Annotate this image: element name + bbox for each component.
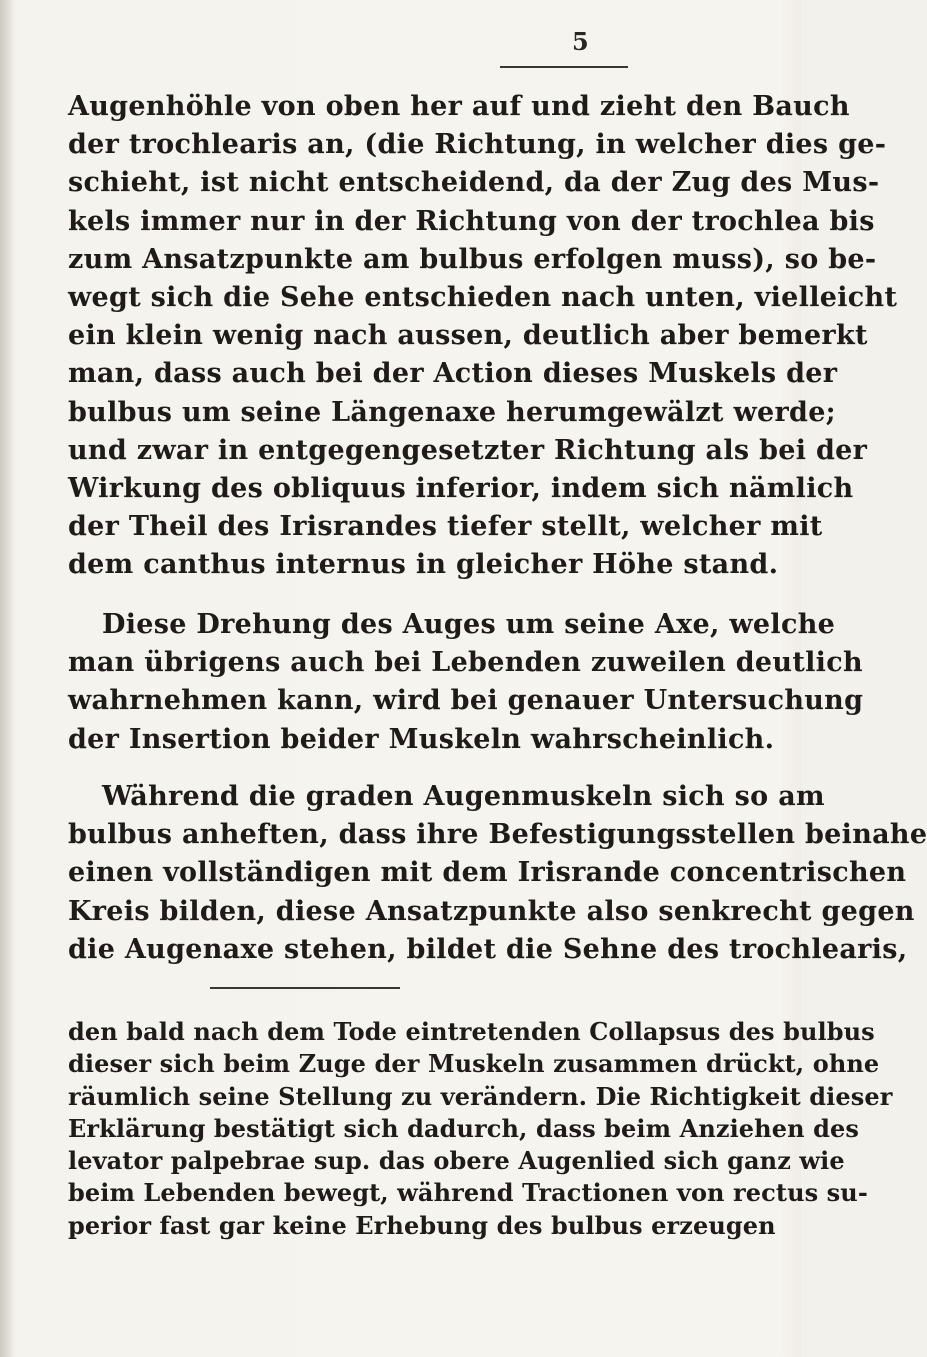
text-line: einen vollständigen mit dem Irisrande concentrischen: [68, 857, 907, 889]
footnote-line: dieser sich beim Zuge der Muskeln zusammen drückt, ohne: [68, 1049, 880, 1079]
text-line: Während die graden Augenmuskeln sich so am: [102, 781, 825, 812]
text-line: zum Ansatzpunkte am bulbus erfolgen muss), so be-: [68, 243, 877, 275]
text-line: kels immer nur in der Richtung von der trochlea bis: [68, 205, 875, 237]
text-line: der Insertion beider Muskeln wahrscheinlich.: [68, 723, 775, 755]
text-line: schieht, ist nicht entscheidend, da der Zug des Mus-: [68, 167, 880, 199]
footnote-line: den bald nach dem Tode eintretenden Collapsus des bulbus: [68, 1017, 875, 1046]
text-line: die Augenaxe stehen, bildet die Sehne des trochlearis,: [68, 933, 908, 965]
text-line: bulbus anheften, dass ihre Befestigungsstellen beinahe: [68, 819, 927, 851]
text-line: wahrnehmen kann, wird bei genauer Untersuchung: [68, 685, 864, 717]
footnote-line: räumlich seine Stellung zu verändern. Die Richtigkeit dieser: [68, 1081, 893, 1111]
text-line: der Theil des Irisrandes tiefer stellt, welcher mit: [68, 511, 823, 543]
footnote-line: Erklärung bestätigt sich dadurch, dass beim Anziehen des: [68, 1113, 859, 1143]
paragraph-1: [68, 88, 898, 585]
text-line: Wirkung des obliquus inferior, indem sich nämlich: [68, 473, 854, 505]
text-line: dem canthus internus in gleicher Höhe stand.: [68, 549, 779, 581]
text-line: Diese Drehung des Auges um seine Axe, welche: [102, 609, 836, 640]
text-line: Augenhöhle von oben her auf und zieht den Bauch: [68, 91, 850, 122]
footnote-line: levator palpebrae sup. das obere Augenlied sich ganz wie: [68, 1146, 845, 1176]
header-rule: [500, 66, 628, 68]
footnote-rule: [210, 987, 400, 989]
page-number: 5: [572, 27, 589, 56]
text-line: wegt sich die Sehe entschieden nach unten, vielleicht: [68, 282, 898, 314]
footnote-line: perior fast gar keine Erhebung des bulbus erzeugen: [68, 1210, 776, 1240]
text-line: und zwar in entgegengesetzter Richtung als bei der: [68, 434, 868, 466]
footnote-line: beim Lebenden bewegt, während Tractionen von rectus su-: [68, 1178, 868, 1208]
text-line: man übrigens auch bei Lebenden zuweilen deutlich: [68, 647, 863, 679]
paragraph-2: [68, 606, 864, 759]
text-line: der trochlearis an, (die Richtung, in welcher dies ge-: [68, 129, 887, 161]
text-line: man, dass auch bei der Action dieses Muskels der: [68, 358, 838, 390]
binding-edge-shadow: [0, 0, 14, 1357]
text-line: ein klein wenig nach aussen, deutlich aber bemerkt: [68, 320, 868, 352]
footnote: [68, 1016, 893, 1242]
paragraph-3: [68, 778, 927, 969]
text-line: Kreis bilden, diese Ansatzpunkte also senkrecht gegen: [68, 895, 915, 927]
text-line: bulbus um seine Längenaxe herumgewälzt werde;: [68, 396, 836, 428]
